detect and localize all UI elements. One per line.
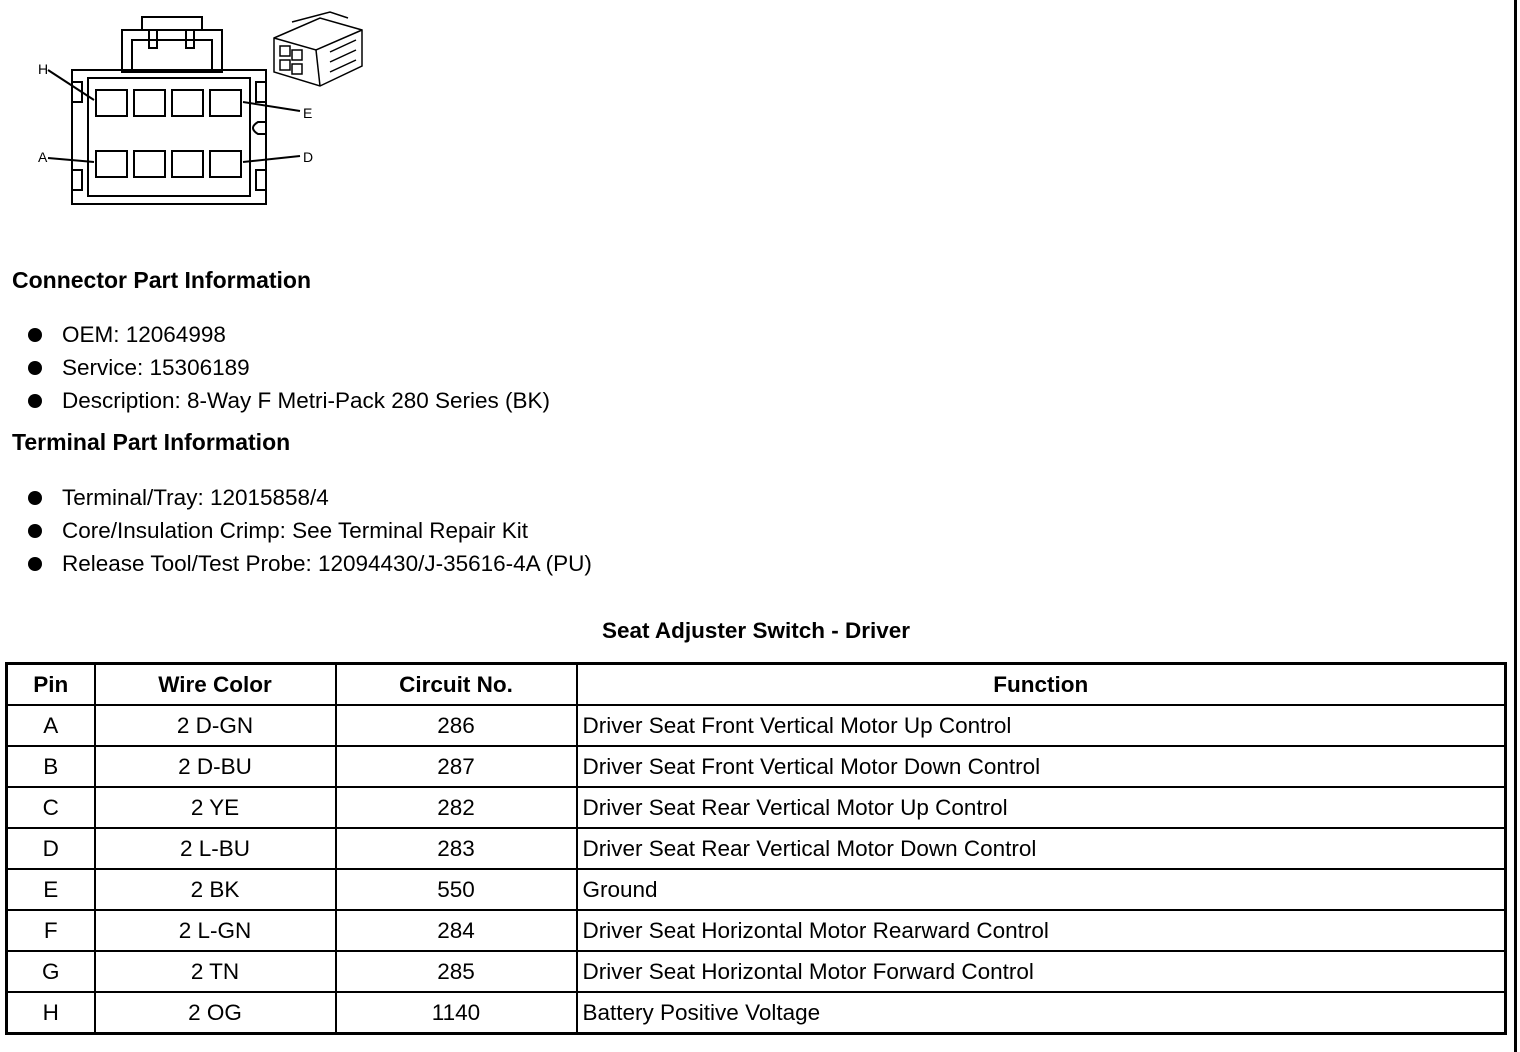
connector-diagram [30, 10, 375, 215]
table-row [7, 746, 1506, 787]
cell-wire-color: 2 D-GN [95, 705, 336, 746]
table-row [7, 828, 1506, 869]
cell-circuit-no: 287 [336, 746, 577, 787]
pin-label-e: E [303, 105, 313, 121]
table-row [7, 951, 1506, 992]
cell-pin: C [7, 787, 95, 828]
pin-label-a: A [38, 149, 48, 165]
cell-wire-color: 2 L-GN [95, 910, 336, 951]
list-item: Description: 8-Way F Metri-Pack 280 Series (BK) [28, 384, 550, 417]
bullet-icon [28, 361, 42, 375]
table-row [7, 910, 1506, 951]
cell-function: Driver Seat Rear Vertical Motor Down Control [577, 828, 1506, 869]
cell-pin: D [7, 828, 95, 869]
table-row [7, 705, 1506, 746]
list-item: Core/Insulation Crimp: See Terminal Repair Kit [28, 514, 592, 547]
table-row [7, 787, 1506, 828]
cell-pin: B [7, 746, 95, 787]
table-title: Seat Adjuster Switch - Driver [601, 618, 910, 643]
page-right-border [1514, 0, 1517, 1052]
terminal-part-info-list [28, 481, 592, 580]
cell-circuit-no: 286 [336, 705, 577, 746]
list-item: Terminal/Tray: 12015858/4 [28, 481, 592, 514]
cell-circuit-no: 285 [336, 951, 577, 992]
bullet-icon [28, 491, 42, 505]
cell-circuit-no: 282 [336, 787, 577, 828]
table-header-row [7, 664, 1506, 706]
cell-wire-color: 2 L-BU [95, 828, 336, 869]
connector-part-info-list [28, 318, 550, 417]
cell-wire-color: 2 BK [95, 869, 336, 910]
cell-pin: G [7, 951, 95, 992]
cell-circuit-no: 550 [336, 869, 577, 910]
cell-function: Driver Seat Front Vertical Motor Down Control [577, 746, 1506, 787]
cell-wire-color: 2 OG [95, 992, 336, 1034]
table-row [7, 869, 1506, 910]
bullet-icon [28, 328, 42, 342]
pin-label-d: D [303, 149, 314, 165]
header-pin: Pin [7, 664, 95, 706]
cell-function: Battery Positive Voltage [577, 992, 1506, 1034]
cell-pin: E [7, 869, 95, 910]
cell-circuit-no: 284 [336, 910, 577, 951]
cell-function: Driver Seat Front Vertical Motor Up Control [577, 705, 1506, 746]
connector-isometric-view [274, 12, 362, 86]
header-function: Function [577, 664, 1506, 706]
list-item: OEM: 12064998 [28, 318, 550, 351]
cell-wire-color: 2 D-BU [95, 746, 336, 787]
cell-wire-color: 2 TN [95, 951, 336, 992]
connector-face-drawing [30, 10, 375, 215]
header-circuit-no: Circuit No. [336, 664, 577, 706]
cell-pin: A [7, 705, 95, 746]
table-row [7, 992, 1506, 1034]
cell-circuit-no: 1140 [336, 992, 577, 1034]
bullet-icon [28, 557, 42, 571]
cell-pin: H [7, 992, 95, 1034]
cell-pin: F [7, 910, 95, 951]
cell-function: Driver Seat Rear Vertical Motor Up Control [577, 787, 1506, 828]
header-wire-color: Wire Color [95, 664, 336, 706]
cell-circuit-no: 283 [336, 828, 577, 869]
terminal-part-info-heading: Terminal Part Information [12, 429, 291, 455]
cell-wire-color: 2 YE [95, 787, 336, 828]
list-item: Release Tool/Test Probe: 12094430/J-35616-4A (PU) [28, 547, 592, 580]
list-item: Service: 15306189 [28, 351, 550, 384]
pinout-table [5, 662, 1507, 1035]
cell-function: Driver Seat Horizontal Motor Forward Control [577, 951, 1506, 992]
pin-label-h: H [38, 61, 49, 77]
cell-function: Ground [577, 869, 1506, 910]
bullet-icon [28, 394, 42, 408]
cell-function: Driver Seat Horizontal Motor Rearward Control [577, 910, 1506, 951]
connector-part-info-heading: Connector Part Information [12, 267, 312, 293]
bullet-icon [28, 524, 42, 538]
